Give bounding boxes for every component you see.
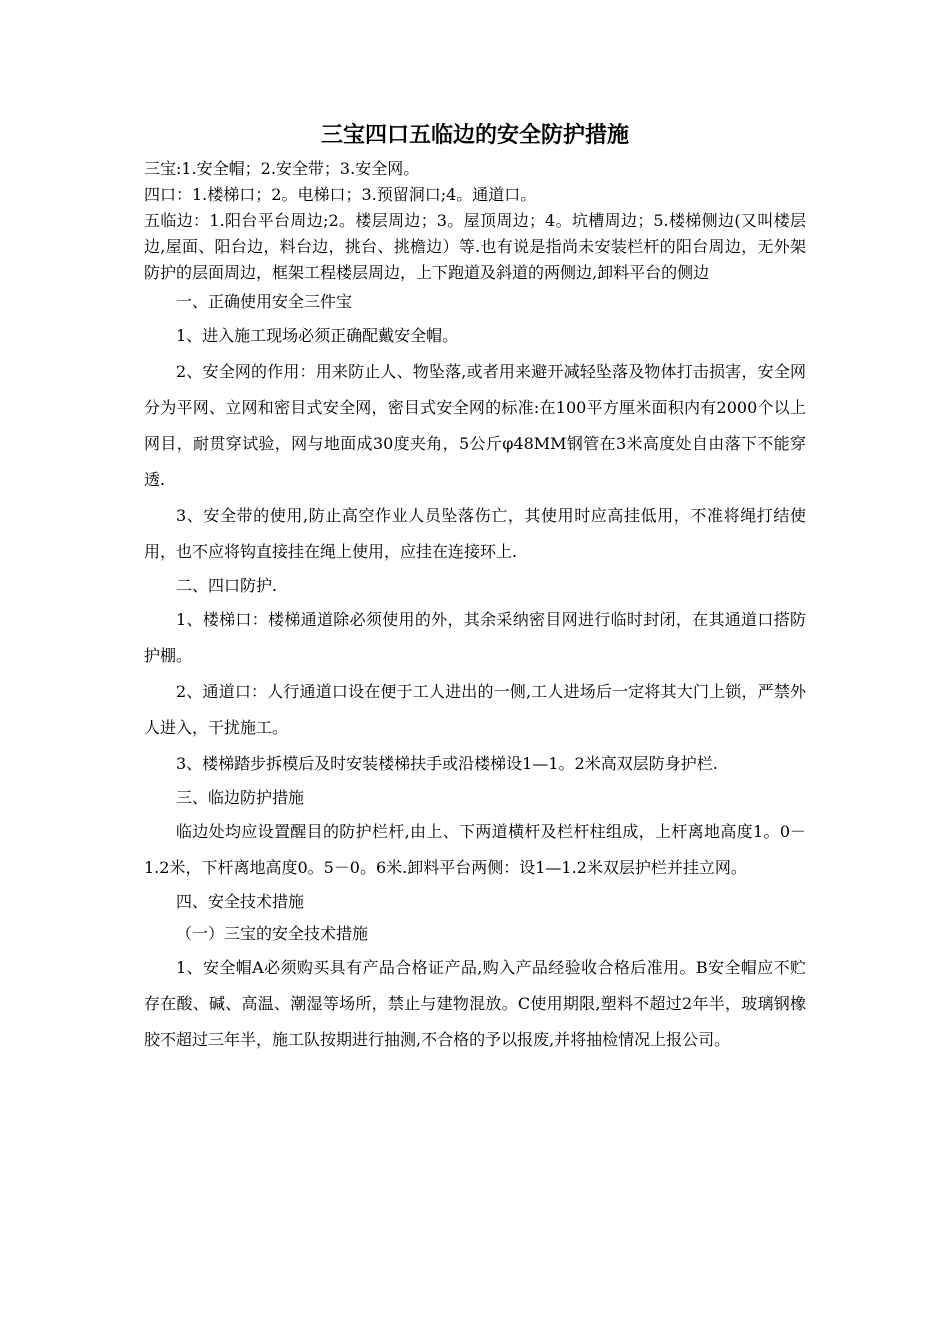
section-heading-4: 四、安全技术措施 (176, 892, 305, 911)
section-heading-1: 一、正确使用安全三件宝 (176, 292, 353, 311)
paragraph: 3、安全带的使用,防止高空作业人员坠落伤亡，其使用时应高挂低用，不准将绳打结使用，也不应将钩直接挂在绳上使用，应挂在连接环上. (144, 506, 806, 561)
document-title: 三宝四口五临边的安全防护措施 (320, 123, 629, 148)
paragraph: 1、楼梯口：楼梯通道除必须使用的外，其余采纳密目网进行临时封闭，在其通道口搭防护棚。 (144, 610, 806, 665)
document-body (144, 286, 806, 1058)
paragraph: 1、进入施工现场必须正确配戴安全帽。 (176, 326, 459, 345)
paragraph: 2、通道口：人行通道口设在便于工人进出的一侧,工人进场后一定将其大门上锁，严禁外人进入，干扰施工。 (144, 682, 806, 737)
intro-sikou: 四口：1.楼梯口；2。电梯口；3.预留洞口;4。通道口。 (144, 185, 537, 204)
intro-wulinbian: 五临边：1.阳台平台周边;2。楼层周边；3。屋顶周边；4。坑槽周边；5.楼梯侧边(又叫楼层边,屋面、阳台边，料台边，挑台、挑檐边）等.也有说是指尚未安装栏杆的阳台周边，无外架防护的层面周边，框架工程楼层周边，上下跑道及斜道的两侧边,卸料平台的侧边 (144, 211, 806, 282)
subsection-heading-1: （一）三宝的安全技术措施 (176, 924, 369, 943)
section-heading-3: 三、临边防护措施 (176, 788, 305, 807)
paragraph: 1、安全帽A必须购买具有产品合格证产品,购入产品经验收合格后准用。B安全帽应不贮存在酸、碱、高温、潮湿等场所，禁止与建物混放。C使用期限,塑料不超过2年半，玻璃钢橡胶不超过三年半，施工队按期进行抽测,不合格的予以报废,并将抽检情况上报公司。 (144, 958, 806, 1049)
section-heading-2: 二、四口防护. (176, 576, 278, 595)
paragraph: 2、安全网的作用：用来防止人、物坠落,或者用来避开减轻坠落及物体打击损害，安全网分为平网、立网和密目式安全网，密目式安全网的标准:在100平方厘米面积内有2000个以上网目，耐贯穿试验，网与地面成30度夹角，5公斤φ48MM钢管在3米高度处自由落下不能穿透. (144, 362, 806, 489)
intro-sanbao: 三宝:1.安全帽；2.安全带；3.安全网。 (144, 159, 420, 178)
intro-block (144, 156, 806, 286)
paragraph: 3、楼梯踏步拆模后及时安装楼梯扶手或沿楼梯设1—1。2米高双层防身护栏. (176, 754, 718, 773)
document-page (144, 118, 806, 1058)
paragraph: 临边处均应设置醒目的防护栏杆,由上、下两道横杆及栏杆柱组成，上杆离地高度1。0－1.2米，下杆离地高度0。5－0。6米.卸料平台两侧：设1—1.2米双层护栏并挂立网。 (144, 822, 806, 877)
